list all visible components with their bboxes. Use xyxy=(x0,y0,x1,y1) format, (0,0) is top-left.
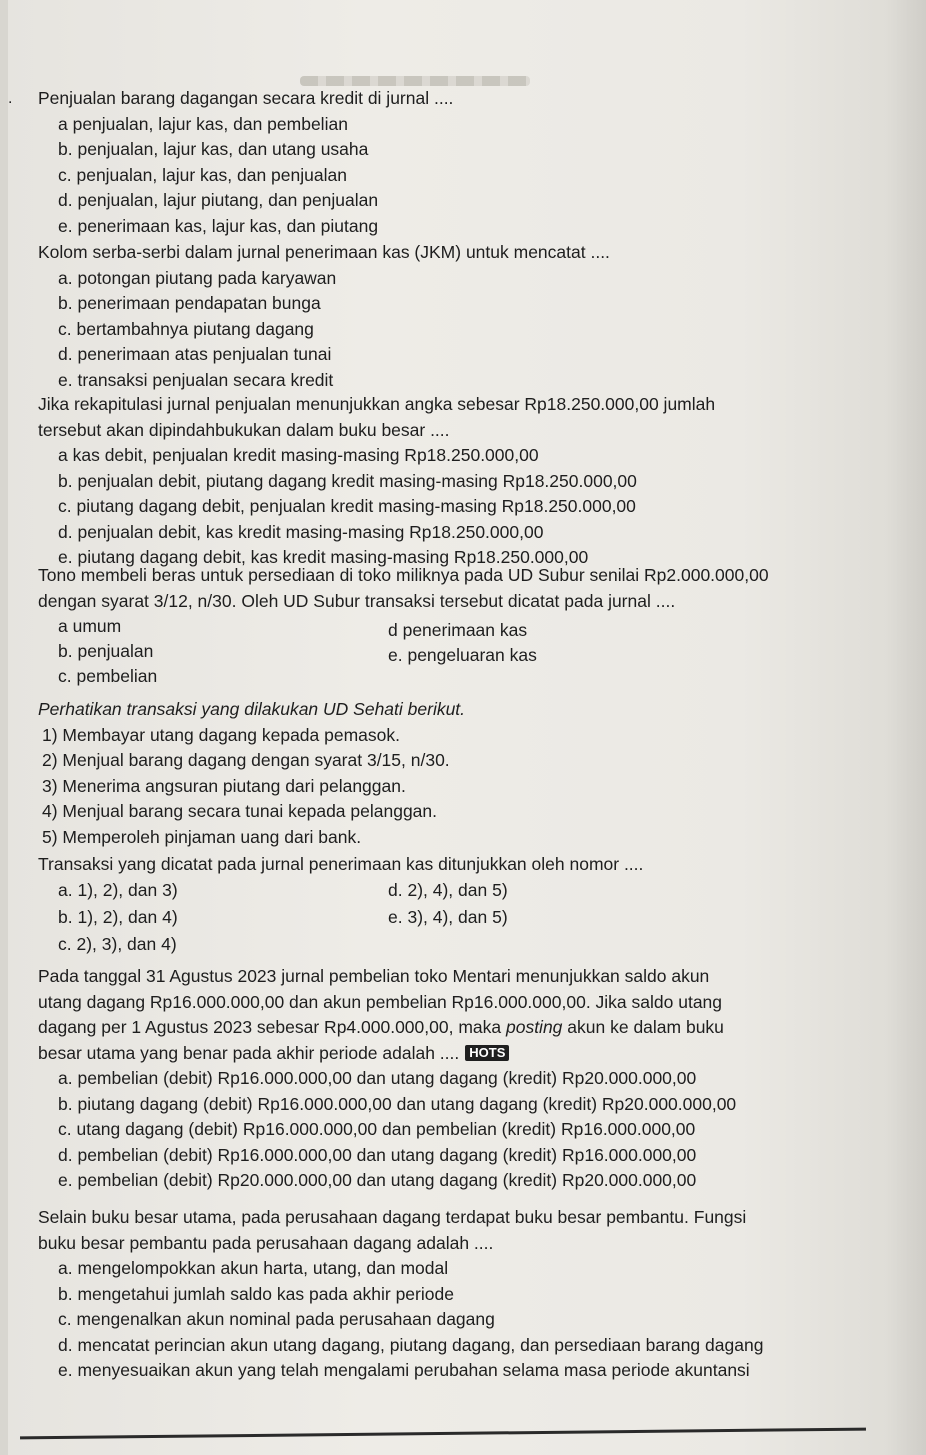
question-5 xyxy=(38,697,870,954)
question-7-option-b: b. mengetahui jumlah saldo kas pada akhir periode xyxy=(58,1283,454,1304)
question-2-option-a: a. potongan piutang pada karyawan xyxy=(58,267,337,288)
question-6-option-b: b. piutang dagang (debit) Rp16.000.000,00 dan utang dagang (kredit) Rp20.000.000,00 xyxy=(58,1093,737,1114)
question-1-stem: Penjualan barang dagangan secara kredit di jurnal .... xyxy=(38,88,454,108)
question-bullet: . xyxy=(8,90,13,107)
question-3 xyxy=(38,392,870,571)
question-4-stem-line-2: dengan syarat 3/12, n/30. Oleh UD Subur transaksi tersebut dicatat pada jurnal .... xyxy=(38,590,676,611)
question-5-option-d: d. 2), 4), dan 5) xyxy=(388,879,508,900)
question-5-item-1: 1) Membayar utang dagang kepada pemasok. xyxy=(42,724,401,745)
question-5-item-3: 3) Menerima angsuran piutang dari pelanggan. xyxy=(42,775,406,796)
question-4-option-d: d penerimaan kas xyxy=(388,620,528,640)
question-5-item-4: 4) Menjual barang secara tunai kepada pelanggan. xyxy=(42,801,438,821)
question-6-option-d: d. pembelian (debit) Rp16.000.000,00 dan utang dagang (kredit) Rp16.000.000,00 xyxy=(58,1144,697,1165)
question-6-stem-line-3 xyxy=(38,1015,870,1041)
question-2-stem: Kolom serba-serbi dalam jurnal penerimaan kas (JKM) untuk mencatat .... xyxy=(38,242,610,262)
question-5-intro: Perhatikan transaksi yang dilakukan UD Sehati berikut. xyxy=(38,699,466,719)
question-3-option-b: b. penjualan debit, piutang dagang kredit masing-masing Rp18.250.000,00 xyxy=(58,470,637,491)
question-1-option-e: e. penerimaan kas, lajur kas, dan piutang xyxy=(58,215,379,236)
question-5-stem: Transaksi yang dicatat pada jurnal penerimaan kas ditunjukkan oleh nomor .... xyxy=(38,854,644,874)
question-3-option-d: d. penjualan debit, kas kredit masing-masing Rp18.250.000,00 xyxy=(58,521,544,542)
question-7-option-e: e. menyesuaikan akun yang telah mengalami perubahan selama masa periode akuntansi xyxy=(58,1360,750,1380)
page-edge-left xyxy=(0,0,8,1455)
question-1-option-b: b. penjualan, lajur kas, dan utang usaha xyxy=(58,139,369,159)
question-3-stem-line-2: tersebut akan dipindahbukukan dalam buku besar .... xyxy=(38,419,450,440)
question-7-stem-line-1: Selain buku besar utama, pada perusahaan dagang terdapat buku besar pembantu. Fungsi xyxy=(38,1207,747,1227)
question-3-option-a: a kas debit, penjualan kredit masing-masing Rp18.250.000,00 xyxy=(58,445,539,465)
question-2-option-e: e. transaksi penjualan secara kredit xyxy=(58,369,334,390)
question-7-stem-line-2: buku besar pembantu pada perusahaan dagang adalah .... xyxy=(38,1232,494,1253)
bottom-rule xyxy=(20,1428,866,1440)
hots-badge: HOTS xyxy=(465,1045,509,1061)
question-3-stem-line-1: Jika rekapitulasi jurnal penjualan menunjukkan angka sebesar Rp18.250.000,00 jumlah xyxy=(38,394,716,414)
question-4-options xyxy=(38,614,870,690)
page-shadow-right xyxy=(886,0,926,1455)
question-4 xyxy=(38,563,870,690)
question-1-option-c: c. penjualan, lajur kas, dan penjualan xyxy=(58,164,347,185)
question-3-option-e: e. piutang dagang debit, kas kredit masing-masing Rp18.250.000,00 xyxy=(58,547,589,567)
question-2 xyxy=(38,240,870,393)
question-1-option-d: d. penjualan, lajur piutang, dan penjualan xyxy=(58,190,379,210)
question-5-option-b: b. 1), 2), dan 4) xyxy=(58,906,178,927)
question-3-option-c: c. piutang dagang debit, penjualan kredit masing-masing Rp18.250.000,00 xyxy=(58,496,636,516)
question-5-options xyxy=(38,878,870,954)
question-7-option-d: d. mencatat perincian akun utang dagang, piutang dagang, dan persediaan barang dagang xyxy=(58,1334,764,1355)
question-5-option-e: e. 3), 4), dan 5) xyxy=(388,906,508,927)
question-6-option-e: e. pembelian (debit) Rp20.000.000,00 dan utang dagang (kredit) Rp20.000.000,00 xyxy=(58,1170,697,1190)
question-6 xyxy=(38,964,870,1194)
question-6-line-3-part-b: akun ke dalam buku xyxy=(562,1017,724,1037)
question-4-option-a: a umum xyxy=(58,616,122,636)
question-6-posting-term: posting xyxy=(505,1017,563,1037)
question-5-option-a: a. 1), 2), dan 3) xyxy=(58,879,178,900)
question-7-option-c: c. mengenalkan akun nominal pada perusahaan dagang xyxy=(58,1309,495,1329)
question-6-line-3-part-a: dagang per 1 Agustus 2023 sebesar Rp4.000.000,00, maka xyxy=(38,1017,506,1037)
question-6-option-a: a. pembelian (debit) Rp16.000.000,00 dan utang dagang (kredit) Rp20.000.000,00 xyxy=(58,1068,697,1088)
question-1 xyxy=(38,86,870,239)
question-4-option-b: b. penjualan xyxy=(58,641,154,661)
question-5-item-5: 5) Memperoleh pinjaman uang dari bank. xyxy=(42,826,362,847)
question-5-option-c: c. 2), 3), dan 4) xyxy=(58,933,177,954)
question-2-option-d: d. penerimaan atas penjualan tunai xyxy=(58,344,332,364)
question-2-option-c: c. bertambahnya piutang dagang xyxy=(58,318,314,339)
question-1-option-a: a penjualan, lajur kas, dan pembelian xyxy=(58,113,348,134)
question-4-option-c: c. pembelian xyxy=(58,666,158,686)
question-5-item-2: 2) Menjual barang dagang dengan syarat 3/15, n/30. xyxy=(42,750,450,770)
question-6-stem-line-1: Pada tanggal 31 Agustus 2023 jurnal pembelian toko Mentari menunjukkan saldo akun xyxy=(38,966,710,986)
question-6-option-c: c. utang dagang (debit) Rp16.000.000,00 dan pembelian (kredit) Rp16.000.000,00 xyxy=(58,1119,696,1139)
question-2-option-b: b. penerimaan pendapatan bunga xyxy=(58,293,321,313)
question-6-line-4-text: besar utama yang benar pada akhir periode adalah .... xyxy=(38,1042,460,1063)
question-4-option-e: e. pengeluaran kas xyxy=(388,645,537,665)
question-7 xyxy=(38,1205,870,1384)
question-6-stem-line-4 xyxy=(38,1041,870,1067)
question-6-stem-line-2: utang dagang Rp16.000.000,00 dan akun pembelian Rp16.000.000,00. Jika saldo utang xyxy=(38,991,723,1012)
top-ornament xyxy=(300,76,530,86)
question-7-option-a: a. mengelompokkan akun harta, utang, dan modal xyxy=(58,1258,449,1278)
question-4-stem-line-1: Tono membeli beras untuk persediaan di toko miliknya pada UD Subur senilai Rp2.000.000,00 xyxy=(38,565,769,585)
